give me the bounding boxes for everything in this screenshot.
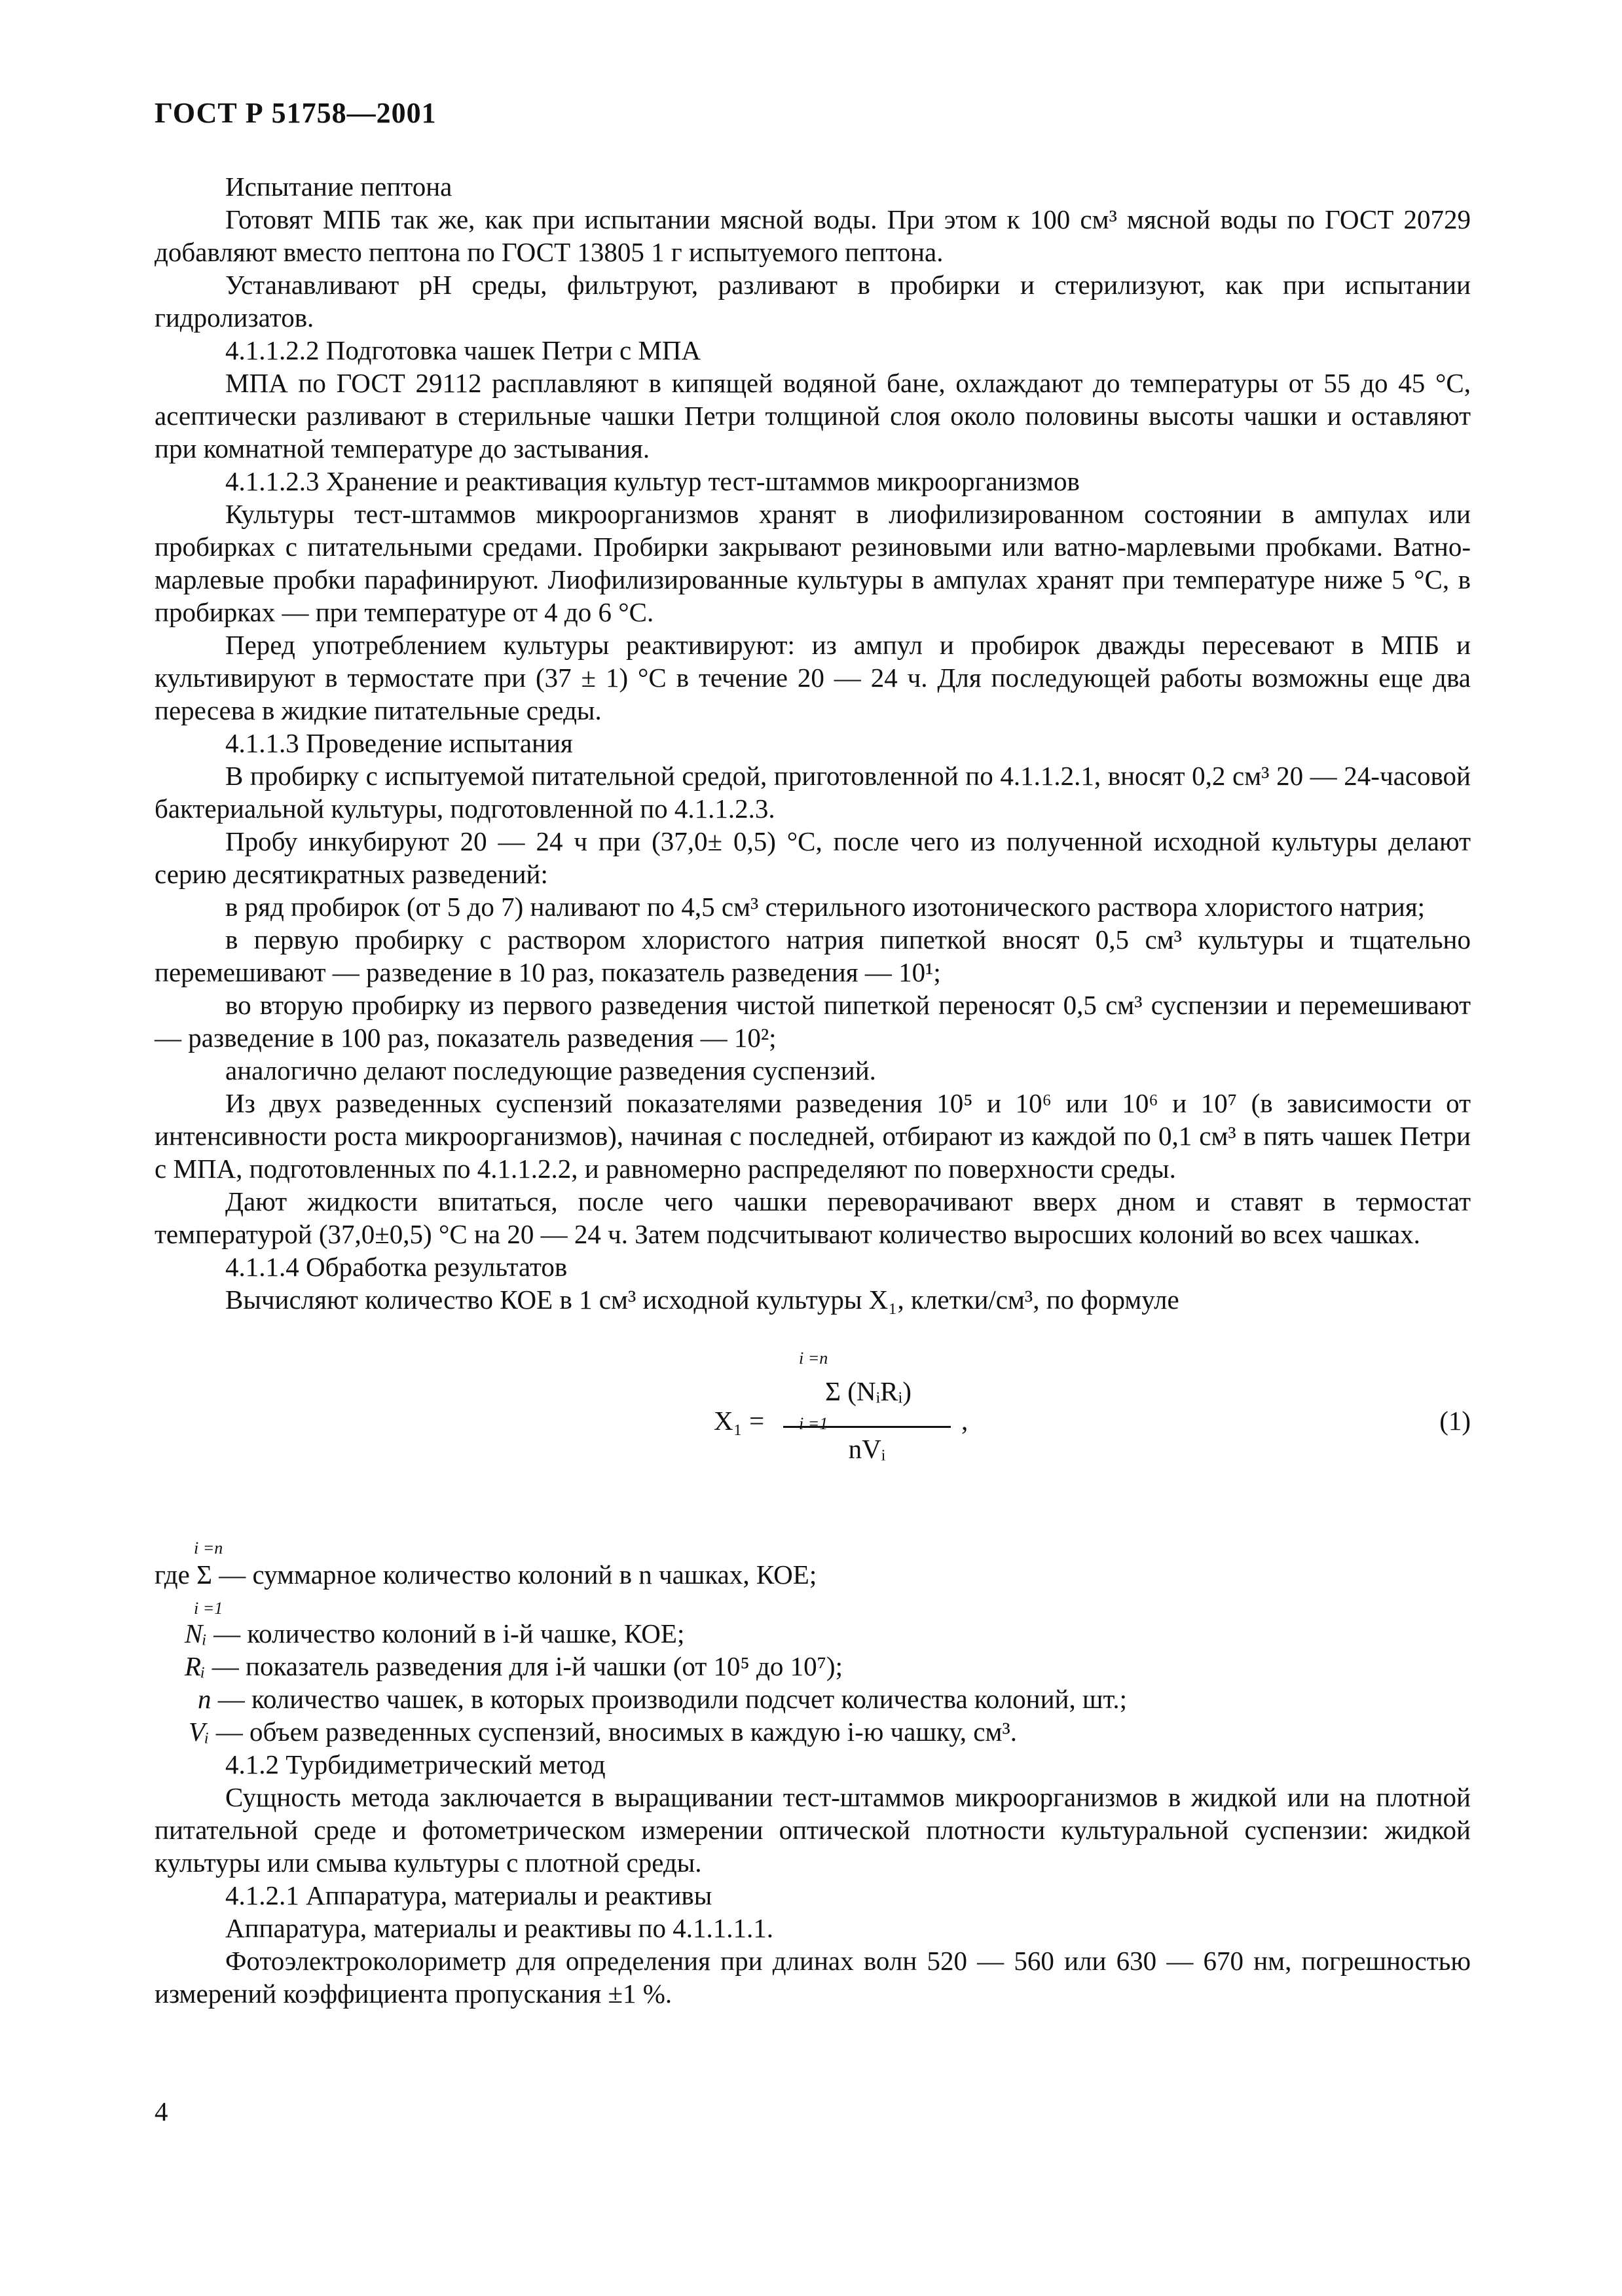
legend-symbol: Nᵢ (185, 1618, 207, 1649)
page-number: 4 (155, 2096, 168, 2126)
standard-header: ГОСТ Р 51758—2001 (155, 97, 437, 129)
legend-items (155, 1617, 1471, 1748)
formula-comma: , (961, 1406, 968, 1436)
paragraph: Сущность метода заключается в выращивании тест-штаммов микроорганизмов в жидкой или на плотной питательной среде и фотометрическом измерении оптической плотности культуральной суспензии: жидкой культуры или смыва культуры с плотной среды. (155, 1782, 1471, 1878)
section-heading: 4.1.1.4 Обработка результатов (225, 1252, 568, 1282)
equation-number: (1) (1439, 1406, 1471, 1436)
paragraph: Из двух разведенных суспензий показателями разведения 10⁵ и 10⁶ или 10⁶ и 10⁷ (в зависимости от интенсивности роста микроорганизмов), начиная с последней, отбирают из каждой по 0,1 см³ в пять чашек Петри с МПА, подготовленных по 4.1.1.2.2, и равномерно распределяют по поверхности среды. (155, 1088, 1471, 1184)
paragraph: в первую пробирку с раствором хлористого натрия пипеткой вносят 0,5 см³ культуры и тщательно перемешивают — разведение в 10 раз, показатель разведения — 10¹; (155, 924, 1471, 987)
legend-description: — показатель разведения для i-й чашки (от 10⁵ до 10⁷); (212, 1651, 843, 1681)
legend-item (155, 1683, 1471, 1715)
paragraph: Устанавливают pH среды, фильтруют, разливают в пробирки и стерилизуют, как при испытании гидролизатов. (155, 270, 1471, 333)
section-heading: Испытание пептона (225, 172, 452, 202)
formula-denominator: nVᵢ (848, 1434, 886, 1464)
legend-symbol: Rᵢ (185, 1651, 206, 1681)
legend-intro: где (155, 1559, 190, 1590)
paragraph: аналогично делают последующие разведения суспензий. (225, 1055, 876, 1085)
section-heading: 4.1.1.2.2 Подготовка чашек Петри с МПА (225, 335, 701, 365)
top-paragraphs (155, 170, 1471, 1316)
legend-sum-symbol: Σ (196, 1559, 212, 1590)
formula-legend (155, 1532, 1471, 1748)
section-heading: 4.1.1.2.3 Хранение и реактивация культур тест-штаммов микроорганизмов (225, 466, 1080, 496)
paragraph: Культуры тест-штаммов микроорганизмов хранят в лиофилизированном состоянии в ампулах или пробирках с питательными средами. Пробирки закрывают резиновыми или ватно-марлевыми пробками. Ватно-марлевые пробки парафинируют. Лиофилизированные культуры в ампулах хранят при температуре ниже 5 °С, в пробирках — при температуре от 4 до 6 °С. (155, 499, 1471, 627)
formula-sum-lower-limit: i =1 (799, 1414, 828, 1433)
paragraph: Фотоэлектроколориметр для определения при длинах волн 520 — 560 или 630 — 670 нм, погрешностью измерений коэффициента пропускания ±1 %. (155, 1946, 1471, 2009)
body-text (155, 170, 1471, 2010)
paragraph: В пробирку с испытуемой питательной средой, приготовленной по 4.1.1.2.1, вносят 0,2 см³ 20 — 24-часовой бактериальной культуры, подготовленной по 4.1.1.2.3. (155, 761, 1471, 824)
legend-description: — количество колоний в i-й чашке, КОЕ; (213, 1618, 685, 1649)
fraction-bar (783, 1426, 951, 1428)
paragraph: Аппаратура, материалы и реактивы по 4.1.1.1.1. (225, 1913, 773, 1943)
paragraph: Дают жидкости впитаться, после чего чашки переворачивают вверх дном и ставят в термостат температурой (37,0±0,5) °С на 20 — 24 ч. Затем подсчитывают количество выросших колоний во всех чашках. (155, 1186, 1471, 1249)
legend-description: — количество чашек, в которых производили подсчет количества колоний, шт.; (217, 1684, 1128, 1714)
formula-lhs: X₁ = (714, 1406, 765, 1436)
formula-1 (155, 1342, 1471, 1506)
paragraph: Перед употреблением культуры реактивируют: из ампул и пробирок дважды пересевают в МПБ и культивируют в термостате при (37 ± 1) °С в течение 20 — 24 ч. Для последующей работы возможны еще два пересева в жидкие питательные среды. (155, 630, 1471, 725)
legend-sum-line (155, 1558, 817, 1591)
legend-sum-upper: i =n (194, 1539, 223, 1558)
section-heading: 4.1.2.1 Аппаратура, материалы и реактивы (225, 1880, 712, 1910)
paragraph: Пробу инкубируют 20 — 24 ч при (37,0± 0,5) °С, после чего из полученной исходной культуры делают серию десятикратных разведений: (155, 826, 1471, 889)
bottom-paragraphs (155, 1748, 1471, 2010)
section-heading: 4.1.2 Турбидиметрический метод (225, 1749, 606, 1779)
legend-symbol: Vᵢ (189, 1717, 210, 1747)
formula-numerator: Σ (NᵢRᵢ) (825, 1376, 912, 1406)
legend-sum-desc: — суммарное количество колоний в n чашках, КОЕ; (219, 1559, 817, 1590)
legend-description: — объем разведенных суспензий, вносимых в каждую i-ю чашку, см³. (215, 1717, 1017, 1747)
section-heading: 4.1.1.3 Проведение испытания (225, 728, 573, 758)
paragraph: МПА по ГОСТ 29112 расплавляют в кипящей водяной бане, охлаждают до температуры от 55 до 45 °С, асептически разливают в стерильные чашки Петри толщиной слоя около половины высоты чашки и оставляют при комнатной температуре до застывания. (155, 368, 1471, 464)
paragraph: во вторую пробирку из первого разведения чистой пипеткой переносят 0,5 см³ суспензии и перемешивают — разведение в 100 раз, показатель разведения — 10²; (155, 990, 1471, 1053)
legend-item (155, 1617, 1471, 1650)
formula-sum-upper-limit: i =n (799, 1349, 828, 1368)
paragraph: в ряд пробирок (от 5 до 7) наливают по 4,5 см³ стерильного изотонического раствора хлористого натрия; (225, 892, 1426, 922)
legend-sum-row (155, 1532, 1471, 1617)
paragraph: Вычисляют количество КОЕ в 1 см³ исходной культуры X₁, клетки/см³, по формуле (225, 1285, 1179, 1315)
legend-item (155, 1715, 1471, 1748)
legend-sum-lower: i =1 (194, 1599, 223, 1618)
legend-symbol: n (198, 1684, 212, 1714)
paragraph: Готовят МПБ так же, как при испытании мясной воды. При этом к 100 см³ мясной воды по ГОСТ 20729 добавляют вместо пептона по ГОСТ 13805 1 г испытуемого пептона. (155, 204, 1471, 267)
legend-item (155, 1650, 1471, 1683)
